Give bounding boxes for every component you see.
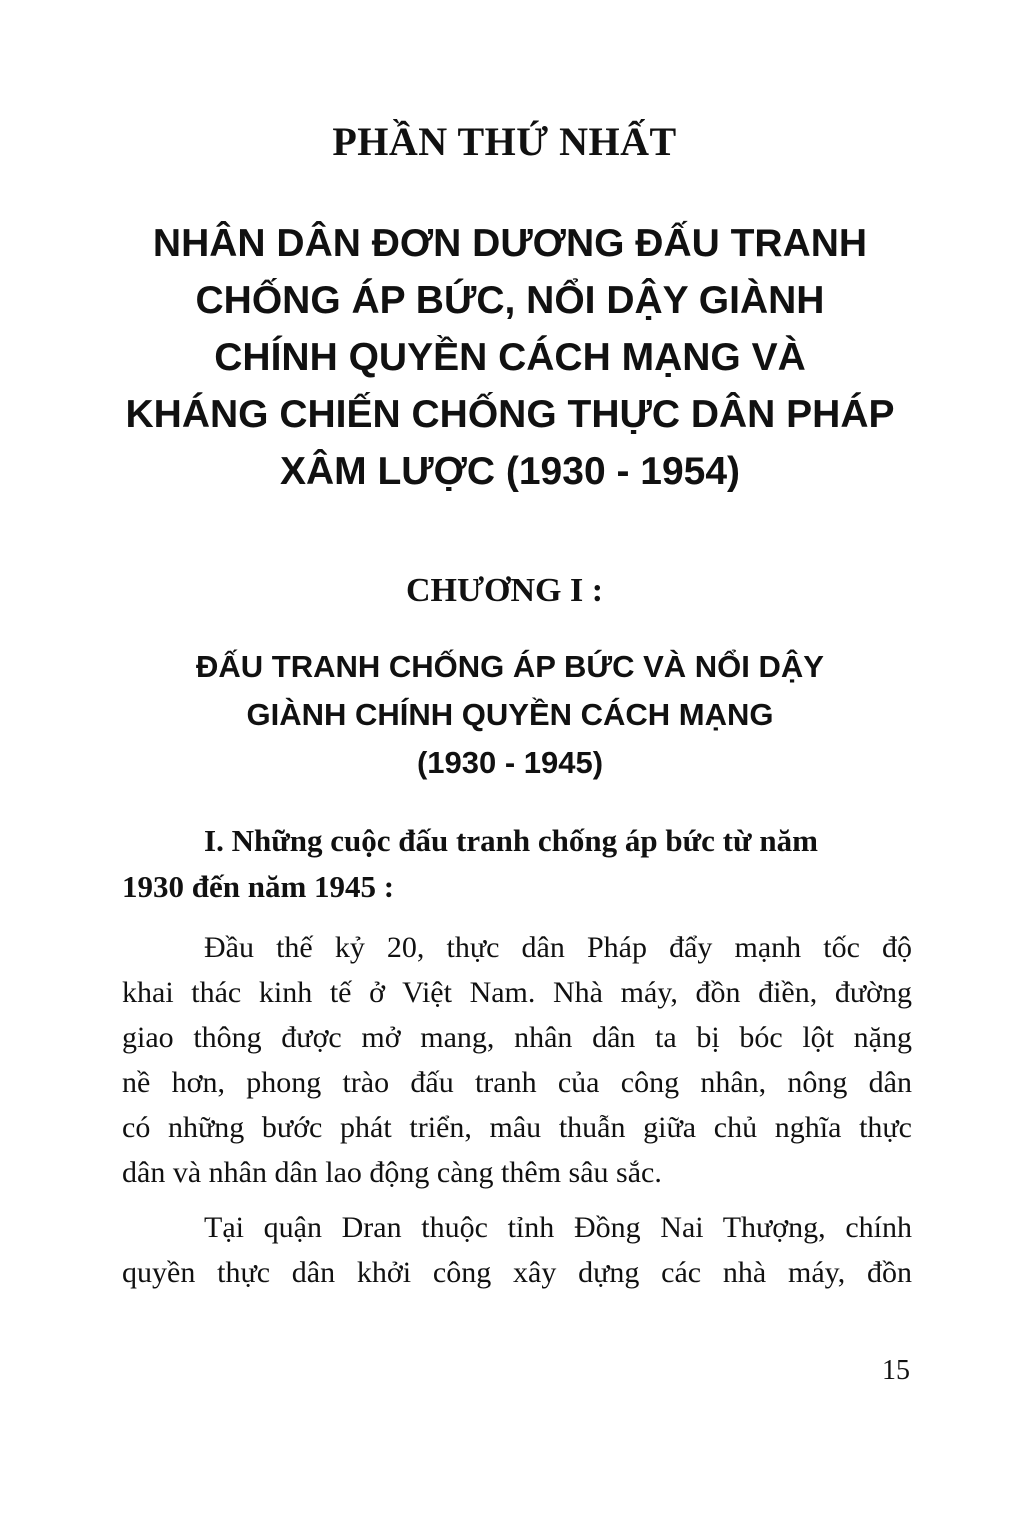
part-heading-line: KHÁNG CHIẾN CHỐNG THỰC DÂN PHÁP: [125, 393, 895, 436]
paragraph-line: giao thông được mở mang, nhân dân ta bị bóc lột nặng: [122, 1021, 912, 1054]
chapter-heading: [100, 643, 920, 787]
paragraph-line: dân và nhân dân lao động càng thêm sâu sắc.: [122, 1156, 662, 1189]
paragraph-line: nề hơn, phong trào đấu tranh của công nhân, nông dân: [122, 1066, 912, 1099]
section-heading-line: I. Những cuộc đấu tranh chống áp bức từ năm: [204, 823, 818, 858]
part-heading: [100, 215, 920, 500]
chapter-label: CHƯƠNG I :: [405, 572, 604, 609]
paragraph-line: có những bước phát triển, mâu thuẫn giữa chủ nghĩa thực: [122, 1111, 912, 1144]
part-heading-line: XÂM LƯỢC (1930 - 1954): [279, 450, 741, 493]
chapter-heading-line: (1930 - 1945): [416, 745, 604, 780]
section-heading-line: 1930 đến năm 1945 :: [122, 869, 395, 904]
chapter-heading-line: ĐẤU TRANH CHỐNG ÁP BỨC VÀ NỔI DẬY: [196, 649, 824, 684]
part-heading-line: CHỐNG ÁP BỨC, NỔI DẬY GIÀNH: [195, 279, 825, 322]
part-heading-line: NHÂN DÂN ĐƠN DƯƠNG ĐẤU TRANH: [152, 222, 868, 265]
paragraph-1: [122, 925, 912, 1195]
paragraph-2: [122, 1205, 912, 1295]
paragraph-line: quyền thực dân khởi công xây dựng các nhà máy, đồn: [122, 1256, 912, 1289]
paragraph-line: Tại quận Dran thuộc tỉnh Đồng Nai Thượng, chính: [204, 1211, 912, 1244]
section-heading: [122, 818, 912, 910]
part-heading-line: CHÍNH QUYỀN CÁCH MẠNG VÀ: [214, 336, 806, 379]
chapter-heading-line: GIÀNH CHÍNH QUYỀN CÁCH MẠNG: [246, 697, 774, 732]
part-title: PHẦN THỨ NHẤT: [332, 119, 677, 164]
page-number: 15: [882, 1355, 910, 1386]
paragraph-line: Đầu thế kỷ 20, thực dân Pháp đẩy mạnh tốc độ: [204, 931, 912, 964]
paragraph-line: khai thác kinh tế ở Việt Nam. Nhà máy, đồn điền, đường: [122, 976, 912, 1009]
